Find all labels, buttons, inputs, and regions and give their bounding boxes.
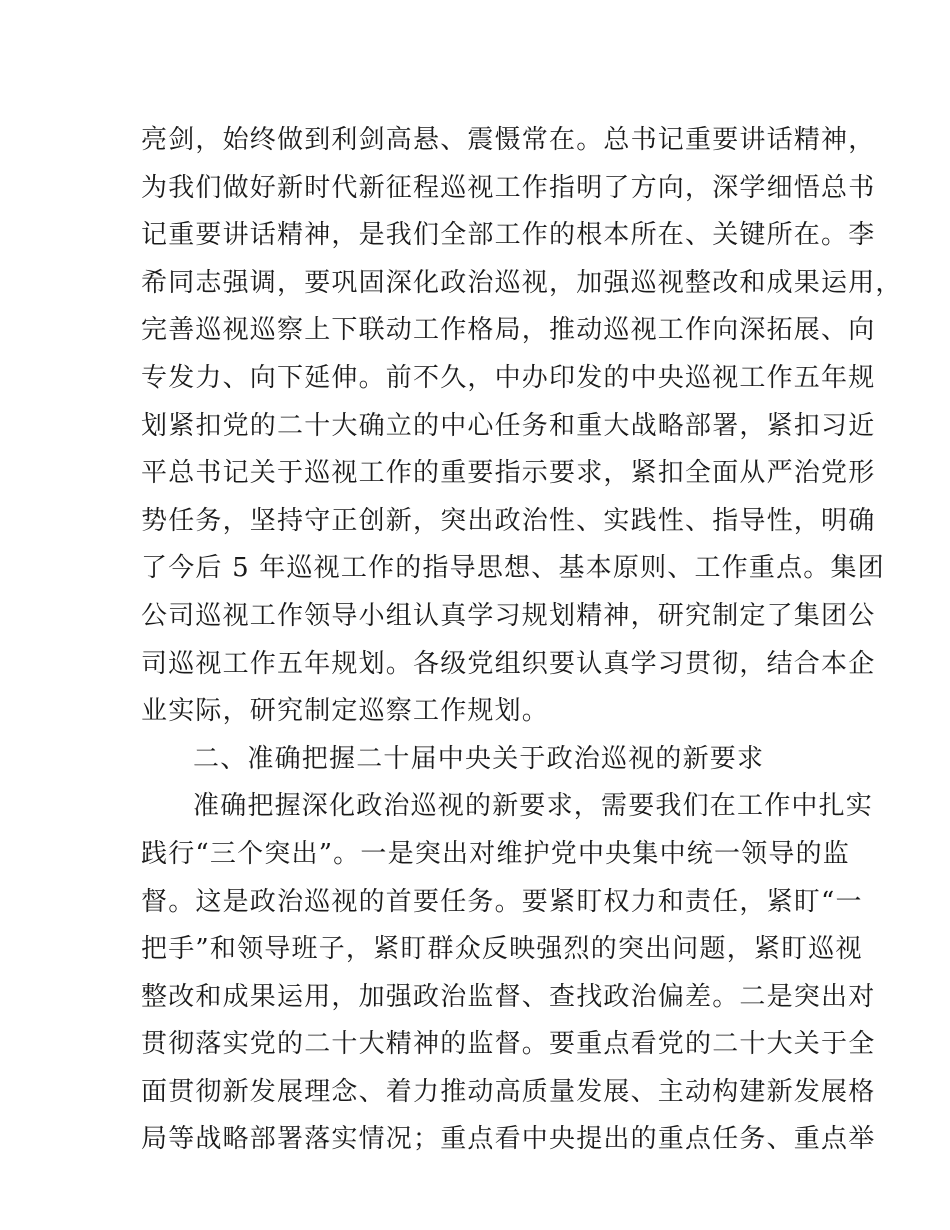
text-line: 了今后 5 年巡视工作的指导思想、基本原则、工作重点。集团 <box>141 553 885 584</box>
text-line: 记重要讲话精神，是我们全部工作的根本所在、关键所在。李 <box>141 220 876 251</box>
paragraph-1 <box>141 117 903 736</box>
text-line: 面贯彻新发展理念、着力推动高质量发展、主动构建新发展格 <box>141 1076 876 1107</box>
text-line: 贯彻落实党的二十大精神的监督。要重点看党的二十大关于全 <box>141 1029 876 1060</box>
text-line: 督。这是政治巡视的首要任务。要紧盯权力和责任，紧盯“一 <box>141 886 863 917</box>
text-line: 司巡视工作五年规划。各级党组织要认真学习贯彻，结合本企 <box>141 648 876 679</box>
text-line: 把手”和领导班子，紧盯群众反映强烈的突出问题，紧盯巡视 <box>141 934 863 965</box>
text-line: 局等战略部署落实情况；重点看中央提出的重点任务、重点举 <box>141 1124 876 1155</box>
text-line: 践行“三个突出”。一是突出对维护党中央集中统一领导的监 <box>141 838 850 869</box>
section-heading: 二、准确把握二十届中央关于政治巡视的新要求 <box>193 743 765 774</box>
text-line: 希同志强调，要巩固深化政治巡视，加强巡视整改和成果运用， <box>141 267 903 298</box>
document-body <box>141 117 903 1164</box>
text-line: 势任务，坚持守正创新，突出政治性、实践性、指导性，明确 <box>141 505 876 536</box>
text-line: 划紧扣党的二十大确立的中心任务和重大战略部署，紧扣习近 <box>141 410 876 441</box>
text-line: 专发力、向下延伸。前不久，中办印发的中央巡视工作五年规 <box>141 362 876 393</box>
text-line: 业实际，研究制定巡察工作规划。 <box>141 696 550 727</box>
text-line: 为我们做好新时代新征程巡视工作指明了方向，深学细悟总书 <box>141 172 876 203</box>
paragraph-2 <box>141 783 876 1164</box>
text-line: 平总书记关于巡视工作的重要指示要求，紧扣全面从严治党形 <box>141 458 876 489</box>
text-line: 亮剑，始终做到利剑高悬、震慑常在。总书记重要讲话精神， <box>141 125 876 155</box>
text-line: 准确把握深化政治巡视的新要求，需要我们在工作中扎实 <box>193 791 874 822</box>
text-line: 完善巡视巡察上下联动工作格局，推动巡视工作向深拓展、向 <box>141 315 876 346</box>
text-line: 整改和成果运用，加强政治监督、查找政治偏差。二是突出对 <box>141 981 876 1012</box>
text-line: 公司巡视工作领导小组认真学习规划精神，研究制定了集团公 <box>141 600 876 631</box>
